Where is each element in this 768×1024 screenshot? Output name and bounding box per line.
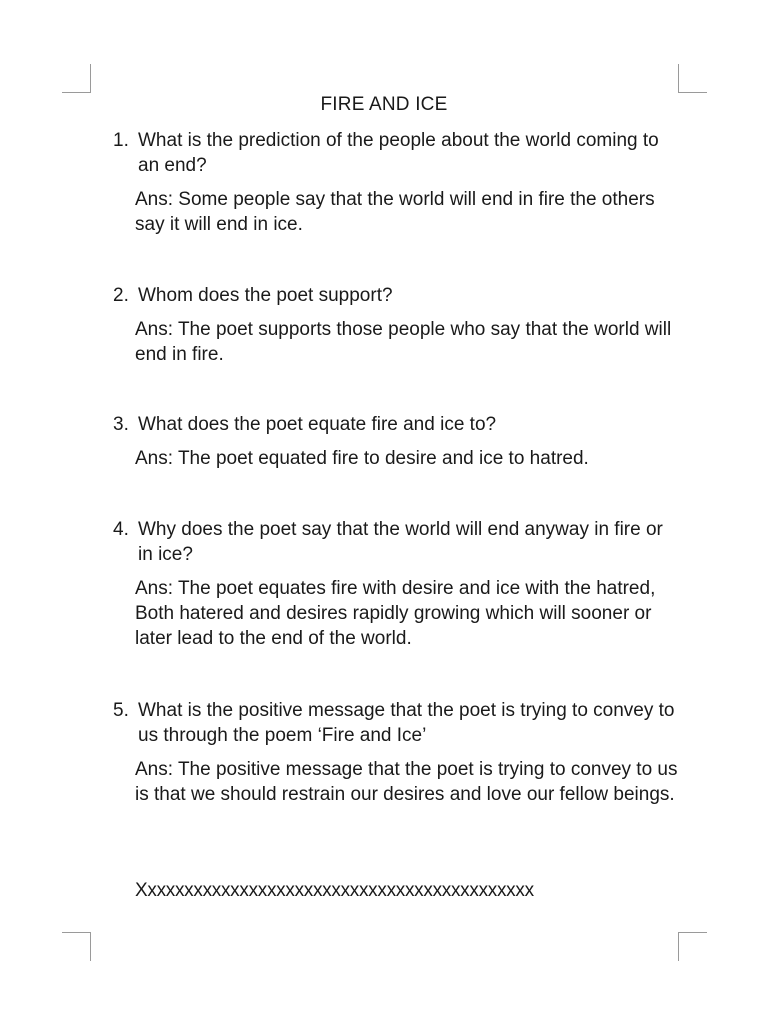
question-number: 1. (113, 130, 129, 151)
question (110, 698, 680, 748)
question-text: What does the poet equate fire and ice to? (138, 414, 497, 435)
answer-text: Ans: The poet supports those people who say that the world will end in fire. (135, 319, 672, 365)
question-number: 4. (113, 519, 129, 540)
question-block-4 (110, 517, 680, 651)
question-block-2 (110, 283, 680, 367)
closing-line: Xxxxxxxxxxxxxxxxxxxxxxxxxxxxxxxxxxxxxxxxxxx (135, 880, 534, 901)
answer-text: Ans: The poet equated fire to desire and ice to hatred. (135, 448, 589, 469)
question (110, 128, 680, 178)
crop-mark-top-right (678, 64, 707, 93)
question-block-1 (110, 128, 680, 237)
crop-mark-bottom-left (62, 932, 91, 961)
crop-mark-top-left (62, 64, 91, 93)
question-number: 5. (113, 700, 129, 721)
question-text: What is the prediction of the people about the world coming to an end? (138, 130, 659, 176)
question-number: 2. (113, 285, 129, 306)
answer-text: Ans: Some people say that the world will end in fire the others say it will end in ice. (135, 189, 655, 235)
question-text: What is the positive message that the poet is trying to convey to us through the poem ‘Fire and Ice’ (138, 700, 675, 746)
answer-text: Ans: The positive message that the poet is trying to convey to us is that we should restrain our desires and love our fellow beings. (135, 759, 678, 805)
page-title: FIRE AND ICE (320, 94, 448, 115)
question-text: Why does the poet say that the world will end anyway in fire or in ice? (138, 519, 663, 565)
question-number: 3. (113, 414, 129, 435)
question-block-3 (110, 412, 680, 471)
answer-text: Ans: The poet equates fire with desire and ice with the hatred, Both hatered and desires rapidly growing which will sooner or later lead to the end of the world. (135, 578, 656, 649)
crop-mark-bottom-right (678, 932, 707, 961)
question (110, 412, 680, 437)
question-text: Whom does the poet support? (138, 285, 393, 306)
question (110, 517, 680, 567)
question (110, 283, 680, 308)
question-block-5 (110, 698, 680, 807)
